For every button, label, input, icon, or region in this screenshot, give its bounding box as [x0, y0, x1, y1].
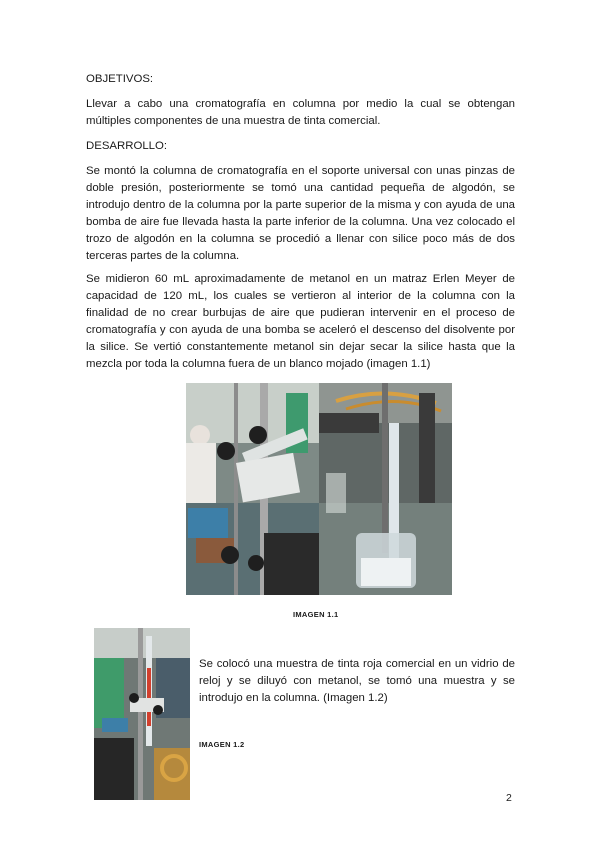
page-number: 2 — [506, 792, 512, 804]
imagen-1-2-photo — [94, 628, 190, 800]
objetivos-text: Llevar a cabo una cromatografía en columna por medio la cual se obtengan múltiples componentes de una muestra de tinta comercial. — [86, 98, 515, 127]
imagen-1-1-caption: IMAGEN 1.1 — [293, 610, 339, 619]
desarrollo-heading: DESARROLLO: — [86, 140, 168, 152]
desarrollo-paragraph-2: Se midieron 60 mL aproximadamente de metanol en un matraz Erlen Meyer de capacidad de 120 mL, los cuales se vertieron al interior de la columna con la finalidad de no crear burbujas de aire que pudieran intervenir en el proceso de cromatografía y con ayuda de una bomba se aceleró el descenso del disolvente por la silice. Se vertió constantemente metanol sin dejar secar la silice hasta que la mezcla por toda la columna fuera de un blanco mojado (imagen 1.1) — [86, 273, 515, 370]
imagen-1-2-caption: IMAGEN 1.2 — [199, 740, 245, 749]
imagen-1-1-photo — [186, 383, 452, 595]
objetivos-heading: OBJETIVOS: — [86, 73, 154, 85]
desarrollo-paragraph-1: Se montó la columna de cromatografía en el soporte universal con unas pinzas de doble presión, posteriormente se tomó una cantidad pequeña de algodón, se introdujo dentro de la columna por la parte superior de la misma y con ayuda de una bomba de aire fue llevada hasta la parte inferior de la columna. Una vez colocado el trozo de algodón en la columna se procedió a llenar con silice poco más de dos terceras partes de la columna. — [86, 165, 515, 262]
imagen-1-2-text: Se colocó una muestra de tinta roja comercial en un vidrio de reloj y se diluyó con metanol, se tomó una muestra y se introdujo en la columna. (Imagen 1.2) — [199, 658, 515, 704]
